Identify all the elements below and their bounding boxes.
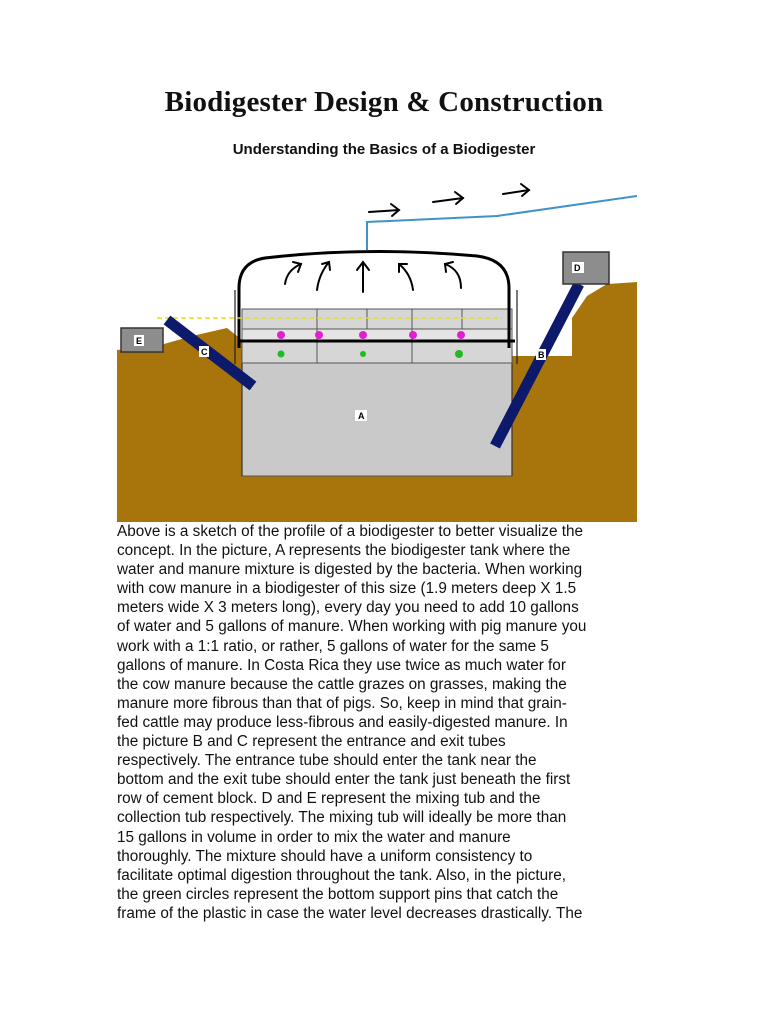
text-line: concept. In the picture, A represents the biodigester tank where the [117, 542, 571, 560]
biodigester-diagram [117, 178, 637, 522]
text-line: with cow manure in a biodigester of this size (1.9 meters deep X 1.5 [117, 580, 577, 598]
page-title: Biodigester Design & Construction [164, 86, 604, 118]
label-b: B [538, 350, 545, 360]
text-line: the green circles represent the bottom support pins that catch the [117, 885, 559, 903]
page-subtitle: Understanding the Basics of a Biodigester [232, 141, 536, 158]
text-line: facilitate optimal digestion throughout the tank. Also, in the picture, [117, 866, 566, 884]
mixing-tub [563, 252, 609, 284]
text-line: of water and 5 gallons of manure. When working with pig manure you [117, 618, 587, 636]
gas-outlet-line [367, 196, 637, 250]
digester-tank [242, 356, 512, 476]
text-line: respectively. The entrance tube should enter the tank near the [117, 752, 537, 770]
label-d: D [574, 263, 581, 273]
text-line: work with a 1:1 ratio, or rather, 5 gallons of water for the same 5 [117, 637, 549, 655]
body-paragraph [117, 522, 657, 923]
text-line: 15 gallons in volume in order to mix the water and manure [117, 828, 511, 846]
text-line: bottom and the exit tube should enter the tank just beneath the first [117, 771, 571, 789]
label-e: E [136, 336, 143, 346]
gas-flow-arrows [285, 262, 461, 292]
text-line: the picture B and C represent the entrance and exit tubes [117, 733, 506, 751]
text-line: the cow manure because the cattle grazes on grasses, making the [117, 675, 567, 693]
text-line: Above is a sketch of the profile of a biodigester to better visualize the [117, 523, 583, 540]
label-a: A [358, 411, 365, 421]
text-line: gallons of manure. In Costa Rica they use twice as much water for [117, 656, 566, 674]
text-line: collection tub respectively. The mixing tub will ideally be more than [117, 809, 567, 827]
text-line: frame of the plastic in case the water level decreases drastically. The [117, 904, 583, 922]
label-c: C [201, 347, 208, 357]
text-line: manure more fibrous than that of pigs. So, keep in mind that grain- [117, 694, 567, 712]
text-line: fed cattle may produce less-fibrous and easily-digested manure. In [117, 713, 568, 731]
text-line: row of cement block. D and E represent the mixing tub and the [117, 790, 541, 808]
text-line: thoroughly. The mixture should have a uniform consistency to [117, 847, 533, 865]
text-line: water and manure mixture is digested by the bacteria. When working [117, 561, 583, 579]
text-line: meters wide X 3 meters long), every day you need to add 10 gallons [117, 599, 579, 617]
gas-escape-arrows [369, 184, 529, 216]
